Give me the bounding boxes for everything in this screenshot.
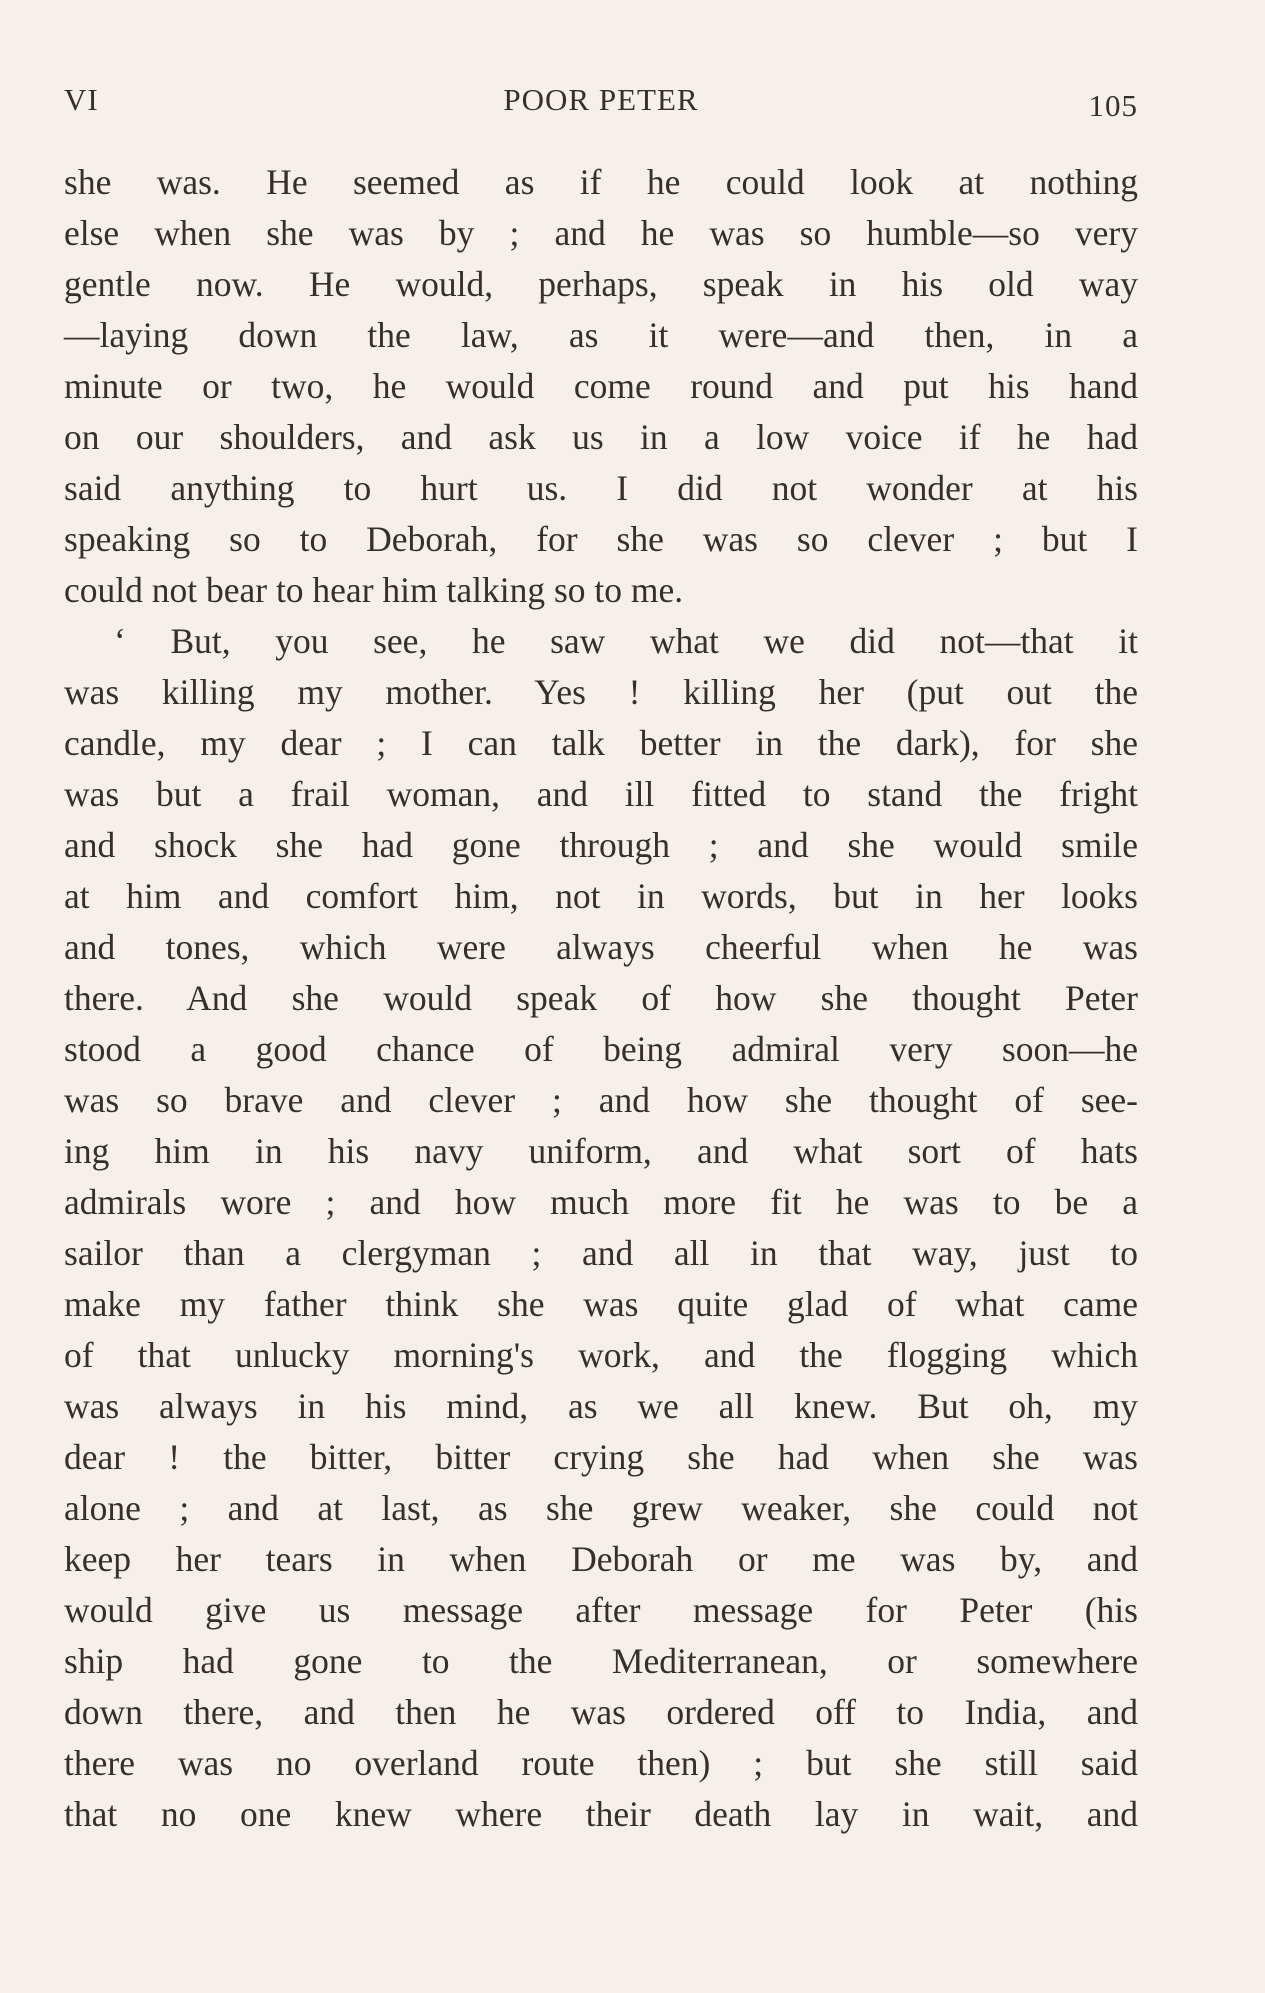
text-line: stood a good chance of being admiral very soon—he xyxy=(64,1029,1138,1069)
text-line: ing him in his navy uniform, and what sort of hats xyxy=(64,1131,1138,1171)
text-line: would give us message after message for Peter (his xyxy=(64,1590,1138,1630)
text-line: candle, my dear ; I can talk better in the dark), for she xyxy=(64,723,1138,763)
text-line: on our shoulders, and ask us in a low voice if he had xyxy=(64,417,1138,457)
text-line: alone ; and at last, as she grew weaker, she could not xyxy=(64,1488,1138,1528)
chapter-number: VI xyxy=(64,82,99,117)
text-line: make my father think she was quite glad of what came xyxy=(64,1284,1138,1324)
running-title: POOR PETER xyxy=(503,82,699,117)
text-line: gentle now. He would, perhaps, speak in his old way xyxy=(64,264,1138,304)
text-line: was but a frail woman, and ill fitted to stand the fright xyxy=(64,774,1138,814)
text-line: down there, and then he was ordered off to India, and xyxy=(64,1692,1138,1732)
page-number: 105 xyxy=(1088,88,1138,123)
text-line: said anything to hurt us. I did not wonder at his xyxy=(64,468,1138,508)
text-line: she was. He seemed as if he could look at nothing xyxy=(64,162,1138,202)
running-head xyxy=(64,82,1138,122)
text-line: and shock she had gone through ; and she would smile xyxy=(64,825,1138,865)
text-line: of that unlucky morning's work, and the flogging which xyxy=(64,1335,1138,1375)
text-line: that no one knew where their death lay in wait, and xyxy=(64,1794,1138,1834)
text-line: was killing my mother. Yes ! killing her (put out the xyxy=(64,672,1138,712)
text-line: —laying down the law, as it were—and then, in a xyxy=(64,315,1138,355)
text-line: admirals wore ; and how much more fit he was to be a xyxy=(64,1182,1138,1222)
text-line: ship had gone to the Mediterranean, or somewhere xyxy=(64,1641,1138,1681)
text-line: sailor than a clergyman ; and all in that way, just to xyxy=(64,1233,1138,1273)
text-line: speaking so to Deborah, for she was so clever ; but I xyxy=(64,519,1138,559)
text-line: there was no overland route then) ; but she still said xyxy=(64,1743,1138,1783)
text-line: minute or two, he would come round and put his hand xyxy=(64,366,1138,406)
text-line: could not bear to hear him talking so to me. xyxy=(64,570,684,610)
text-line: and tones, which were always cheerful when he was xyxy=(64,927,1138,967)
text-line: was so brave and clever ; and how she thought of see- xyxy=(64,1080,1138,1120)
text-line: dear ! the bitter, bitter crying she had when she was xyxy=(64,1437,1138,1477)
text-line: keep her tears in when Deborah or me was by, and xyxy=(64,1539,1138,1579)
text-line: was always in his mind, as we all knew. But oh, my xyxy=(64,1386,1138,1426)
body-text xyxy=(64,157,1138,1840)
text-line: there. And she would speak of how she thought Peter xyxy=(64,978,1138,1018)
text-line: else when she was by ; and he was so humble—so very xyxy=(64,213,1138,253)
text-line: ‘ But, you see, he saw what we did not—that it xyxy=(114,621,1138,661)
text-line: at him and comfort him, not in words, but in her looks xyxy=(64,876,1138,916)
